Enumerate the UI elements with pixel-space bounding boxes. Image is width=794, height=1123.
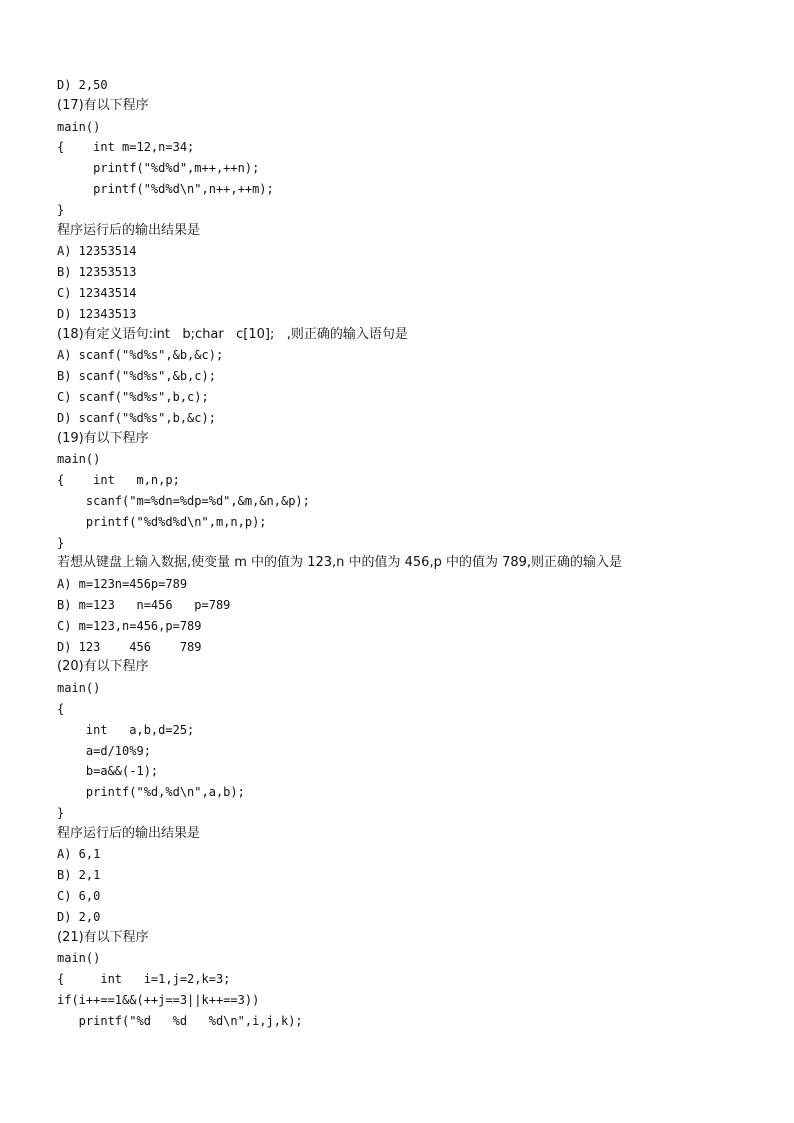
text-line: { int m=12,n=34;: [57, 140, 195, 155]
text-line: main(): [57, 119, 101, 134]
text-line: C) 6,0: [57, 889, 101, 904]
text-line: (17)有以下程序: [57, 97, 149, 113]
text-line: C) 12343514: [57, 285, 137, 300]
text-line: (20)有以下程序: [57, 659, 149, 675]
text-line: }: [57, 535, 65, 550]
text-line: a=d/10%9;: [57, 743, 151, 758]
text-line: }: [57, 805, 65, 820]
text-line: 程序运行后的输出结果是: [57, 825, 201, 841]
text-line: D) 12343513: [57, 306, 137, 321]
text-line: B) 12353513: [57, 265, 137, 280]
text-line: if(i++==1&&(++j==3||k++==3)): [57, 993, 260, 1008]
text-line: A) 6,1: [57, 847, 101, 862]
text-line: printf("%d%d%d\n",m,n,p);: [57, 514, 267, 529]
text-line: scanf("m=%dn=%dp=%d",&m,&n,&p);: [57, 493, 310, 508]
text-line: main(): [57, 452, 101, 467]
text-line: b=a&&(-1);: [57, 764, 159, 779]
text-line: { int m,n,p;: [57, 473, 180, 488]
text-line: {: [57, 701, 65, 716]
text-line: D) 123 456 789: [57, 639, 202, 654]
text-line: int a,b,d=25;: [57, 722, 195, 737]
text-line: main(): [57, 951, 101, 966]
text-line: printf("%d %d %d\n",i,j,k);: [57, 1013, 303, 1028]
text-line: C) scanf("%d%s",b,c);: [57, 389, 209, 404]
document-body: [57, 75, 622, 1032]
text-line: B) 2,1: [57, 868, 101, 883]
text-line: printf("%d%d\n",n++,++m);: [57, 181, 274, 196]
text-line: D) 2,0: [57, 909, 101, 924]
text-line: C) m=123,n=456,p=789: [57, 618, 202, 633]
text-line: 若想从键盘上输入数据,使变量 m 中的值为 123,n 中的值为 456,p 中的值为 789,则正确的输入是: [57, 555, 623, 571]
text-line: D) scanf("%d%s",b,&c);: [57, 410, 216, 425]
text-line: (19)有以下程序: [57, 430, 149, 446]
text-line: A) m=123n=456p=789: [57, 577, 188, 592]
text-line: printf("%d,%d\n",a,b);: [57, 785, 245, 800]
text-line: }: [57, 202, 65, 217]
text-line: (21)有以下程序: [57, 929, 149, 945]
text-line: main(): [57, 681, 101, 696]
text-line: B) m=123 n=456 p=789: [57, 597, 231, 612]
text-line: B) scanf("%d%s",&b,c);: [57, 369, 216, 384]
text-line: A) scanf("%d%s",&b,&c);: [57, 348, 224, 363]
text-line: { int i=1,j=2,k=3;: [57, 972, 231, 987]
text-line: D) 2,50: [57, 78, 108, 92]
text-line: printf("%d%d",m++,++n);: [57, 161, 260, 176]
text-line: 程序运行后的输出结果是: [57, 222, 201, 238]
text-line: A) 12353514: [57, 244, 137, 259]
text-line: (18)有定义语句:int b;char c[10]; ,则正确的输入语句是: [57, 326, 408, 342]
